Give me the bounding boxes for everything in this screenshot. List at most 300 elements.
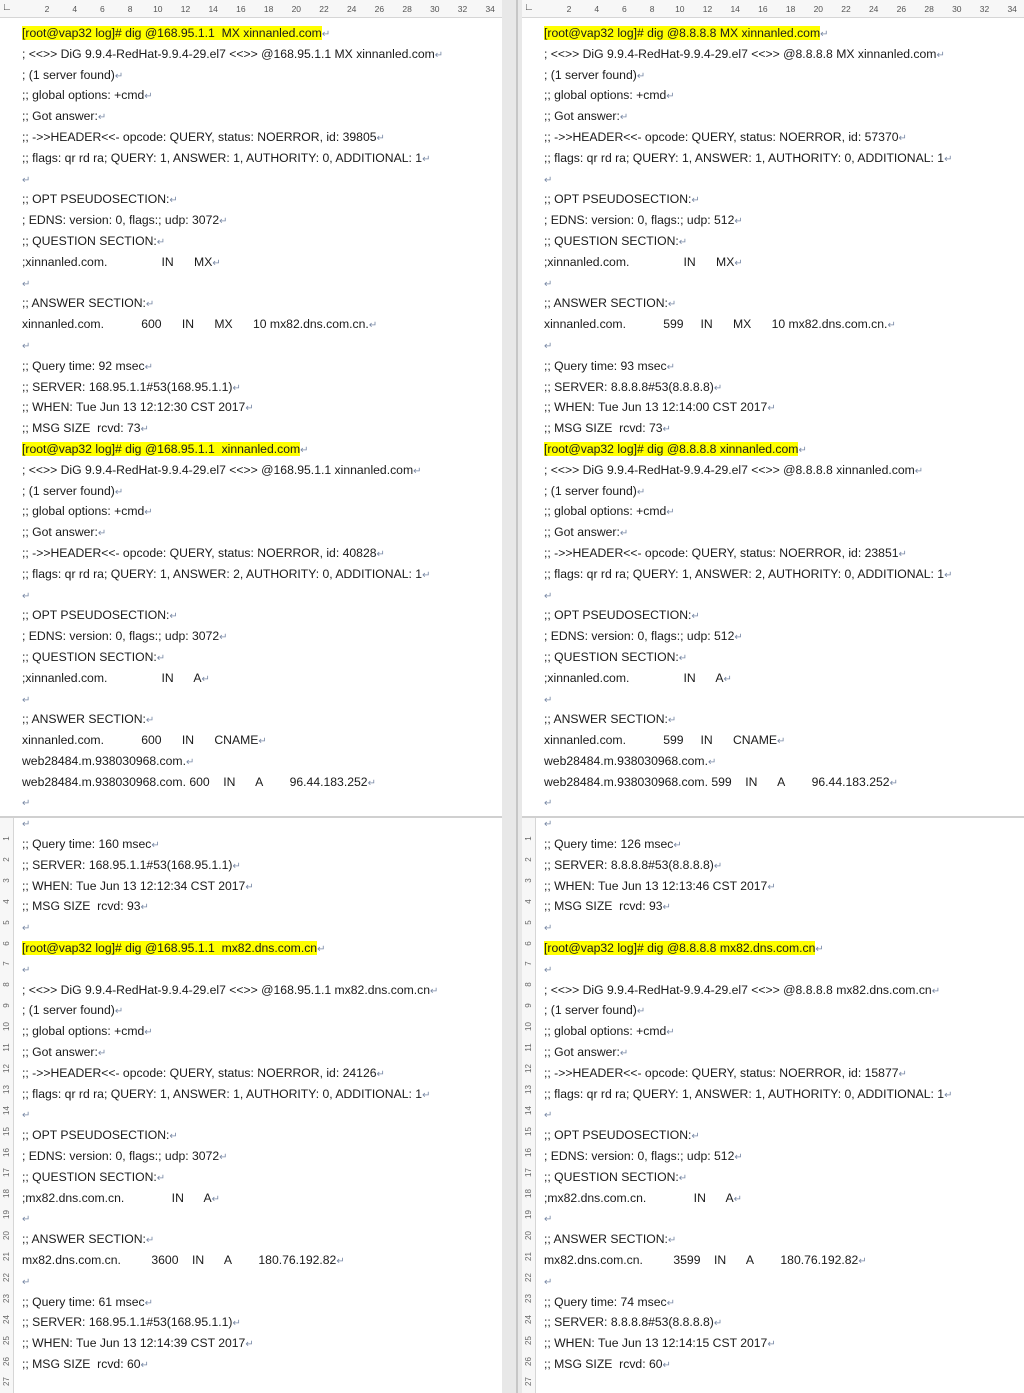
paragraph-mark-icon: ↵ [22,278,31,290]
paragraph-mark-icon: ↵ [413,465,422,477]
horizontal-ruler-left[interactable] [0,0,502,18]
paragraph-mark-icon: ↵ [140,902,149,914]
line-text: [root@vap32 log]# dig @8.8.8.8 xinnanled.com [544,441,799,456]
paragraph-mark-icon: ↵ [144,91,153,103]
paragraph-mark-icon: ↵ [376,1068,385,1080]
output-line [22,1333,498,1354]
line-text: ;; Query time: 92 msec [22,358,145,373]
output-line [22,231,498,252]
line-text: ;; SERVER: 8.8.8.8#53(8.8.8.8) [544,1315,714,1330]
output-line [22,1208,498,1229]
ruler-number: 30 [952,4,962,14]
ruler-number: 24 [2,1314,11,1324]
paragraph-mark-icon: ↵ [898,548,907,560]
line-text: ; EDNS: version: 0, flags:; udp: 512 [544,1149,735,1164]
output-line [544,709,1020,730]
paragraph-mark-icon: ↵ [898,132,907,144]
line-text: ; (1 server found) [22,483,115,498]
ruler-number: 23 [2,1293,11,1303]
output-line [544,1104,1020,1125]
paragraph-mark-icon: ↵ [734,632,743,644]
paragraph-mark-icon: ↵ [422,1089,431,1101]
line-text: web28484.m.938030968.com. [544,753,708,768]
line-text: ;xinnanled.com. IN MX [22,254,213,269]
paragraph-mark-icon: ↵ [723,673,732,685]
line-text: ;; WHEN: Tue Jun 13 12:12:34 CST 2017 [22,878,246,893]
ruler-number: 24 [524,1314,533,1324]
line-text: mx82.dns.com.cn. 3599 IN A 180.76.192.82 [544,1253,859,1268]
ruler-number: 12 [524,1063,533,1073]
command-line [544,938,1020,959]
line-text: ; <<>> DiG 9.9.4-RedHat-9.9.4-29.el7 <<>> @168.95.1.1 xinnanled.com [22,462,414,477]
paragraph-mark-icon: ↵ [767,1339,776,1351]
paragraph-mark-icon: ↵ [707,756,717,768]
line-text: ;; OPT PSEUDOSECTION: [544,608,692,623]
paragraph-mark-icon: ↵ [367,777,376,789]
command-line [544,23,1020,44]
output-line [22,85,498,106]
output-line [22,647,498,668]
output-line [22,626,498,647]
line-text: web28484.m.938030968.com. 599 IN A 96.44.183.252 [544,774,890,789]
paragraph-mark-icon: ↵ [219,632,228,644]
line-text: ;; global options: +cmd [544,1024,667,1039]
paragraph-mark-icon: ↵ [619,1048,629,1060]
ruler-number: 22 [2,1272,11,1282]
paragraph-mark-icon: ↵ [678,236,688,248]
line-text: ;; OPT PSEUDOSECTION: [544,192,692,207]
line-text: ;; SERVER: 168.95.1.1#53(168.95.1.1) [22,379,233,394]
output-line [544,564,1020,585]
paragraph-mark-icon: ↵ [734,1152,743,1164]
paragraph-mark-icon: ↵ [544,1214,553,1226]
paragraph-mark-icon: ↵ [336,1256,345,1268]
line-text: ;; global options: +cmd [22,1024,145,1039]
line-text: ;; ANSWER SECTION: [544,1232,668,1247]
paragraph-mark-icon: ↵ [673,840,682,852]
ruler-number: 26 [2,1356,11,1366]
output-line [544,356,1020,377]
output-line [22,605,498,626]
ruler-number: 27 [2,1377,11,1387]
output-line [544,460,1020,481]
paragraph-mark-icon: ↵ [169,611,178,623]
ruler-number: 17 [524,1168,533,1178]
output-line [544,273,1020,294]
line-text: ;; global options: +cmd [22,504,145,519]
output-line [544,189,1020,210]
command-line [22,439,498,460]
line-text: ; (1 server found) [22,67,115,82]
output-line [544,1000,1020,1021]
paragraph-mark-icon: ↵ [914,465,924,477]
ruler-number: 1 [2,836,11,841]
paragraph-mark-icon: ↵ [713,382,723,394]
output-line [22,1000,498,1021]
ruler-number: 11 [2,1043,11,1052]
horizontal-ruler-right[interactable] [522,0,1024,18]
ruler-number: 9 [524,1003,533,1008]
line-text: ;xinnanled.com. IN MX [544,254,735,269]
paragraph-mark-icon: ↵ [944,153,953,165]
line-text: ;; OPT PSEUDOSECTION: [544,1128,692,1143]
ruler-number: 21 [524,1252,533,1261]
output-line [544,792,1020,813]
ruler-number: 12 [180,4,191,14]
line-text: xinnanled.com. 600 IN CNAME [22,733,259,748]
paragraph-mark-icon: ↵ [798,444,807,456]
output-line [544,148,1020,169]
paragraph-mark-icon: ↵ [936,49,945,61]
paragraph-mark-icon: ↵ [185,756,195,768]
line-text: ;; Got answer: [544,109,620,124]
output-line [544,896,1020,917]
paragraph-mark-icon: ↵ [140,1360,149,1371]
paragraph-mark-icon: ↵ [858,1256,867,1268]
line-text: xinnanled.com. 599 IN MX 10 mx82.dns.com.cn. [544,317,888,332]
output-line [22,1042,498,1063]
line-text: ;; SERVER: 168.95.1.1#53(168.95.1.1) [22,857,233,872]
ruler-number: 20 [2,1231,11,1241]
output-line [22,314,498,335]
line-text: ;; QUESTION SECTION: [544,649,679,664]
output-line [544,1021,1020,1042]
output-line [22,397,498,418]
line-text: ;; OPT PSEUDOSECTION: [22,1128,170,1143]
ruler-number: 16 [758,4,768,14]
ruler-number: 28 [402,4,412,14]
ruler-number: 34 [485,4,495,14]
paragraph-mark-icon: ↵ [666,1297,675,1309]
line-text: ;; OPT PSEUDOSECTION: [22,608,170,623]
line-text: ;; OPT PSEUDOSECTION: [22,192,170,207]
output-line [544,252,1020,273]
paragraph-mark-icon: ↵ [144,1297,153,1309]
paragraph-mark-icon: ↵ [678,652,688,664]
output-line [22,1188,498,1209]
output-line [22,481,498,502]
paragraph-mark-icon: ↵ [169,195,178,207]
ruler-number: 27 [524,1377,533,1387]
output-line [22,1167,498,1188]
ruler-number: 5 [524,919,533,925]
line-text: ;; MSG SIZE rcvd: 73 [544,421,663,436]
output-line [544,231,1020,252]
paragraph-mark-icon: ↵ [114,486,124,498]
paragraph-mark-icon: ↵ [245,403,254,415]
ruler-number: 6 [100,4,105,14]
paragraph-mark-icon: ↵ [636,486,646,498]
output-line [544,626,1020,647]
line-text: ;; ->>HEADER<<- opcode: QUERY, status: NOERROR, id: 24126 [22,1065,377,1080]
paragraph-mark-icon: ↵ [898,1068,907,1080]
ruler-number: 12 [702,4,713,14]
output-line [22,855,498,876]
output-line [544,1084,1020,1105]
ruler-number: 10 [153,4,163,14]
paragraph-mark-icon: ↵ [140,424,149,436]
paragraph-mark-icon: ↵ [544,174,553,186]
line-text: xinnanled.com. 600 IN MX 10 mx82.dns.com.cn. [22,317,369,332]
ruler-number: 4 [2,898,11,904]
paragraph-mark-icon: ↵ [201,673,210,685]
ruler-number: 17 [2,1168,11,1178]
output-line [544,1167,1020,1188]
document-pane-left[interactable] [0,0,502,1393]
ruler-number: 16 [2,1147,11,1157]
output-line [544,543,1020,564]
line-text: ;; WHEN: Tue Jun 13 12:14:15 CST 2017 [544,1336,768,1351]
output-line [544,876,1020,897]
output-line [544,1146,1020,1167]
line-text: ;; WHEN: Tue Jun 13 12:12:30 CST 2017 [22,400,246,415]
paragraph-mark-icon: ↵ [300,444,309,456]
tab-stop-selector-icon[interactable]: ∟ [524,2,534,13]
paragraph-mark-icon: ↵ [544,694,553,706]
paragraph-mark-icon: ↵ [767,881,776,893]
line-text: ;; ->>HEADER<<- opcode: QUERY, status: NOERROR, id: 39805 [22,129,377,144]
paragraph-mark-icon: ↵ [619,112,629,124]
paragraph-mark-icon: ↵ [636,70,646,82]
ruler-number: 1 [524,836,533,841]
output-line [544,106,1020,127]
ruler-number: 3 [524,878,533,883]
output-line [22,356,498,377]
paragraph-mark-icon: ↵ [619,528,629,540]
split-view-divider[interactable] [502,0,522,1393]
paragraph-mark-icon: ↵ [767,403,776,415]
output-line [22,169,498,190]
output-line [544,605,1020,626]
line-text: ;; QUESTION SECTION: [22,1169,157,1184]
output-line [544,1333,1020,1354]
output-line [22,792,498,813]
ruler-number: 13 [2,1084,11,1094]
paragraph-mark-icon: ↵ [232,382,241,394]
paragraph-mark-icon: ↵ [22,174,31,186]
paragraph-mark-icon: ↵ [544,340,553,352]
line-text: ;; global options: +cmd [544,88,667,103]
paragraph-mark-icon: ↵ [97,1048,107,1060]
line-text: ;; SERVER: 168.95.1.1#53(168.95.1.1) [22,1315,233,1330]
line-text: ;; WHEN: Tue Jun 13 12:14:00 CST 2017 [544,400,768,415]
output-line [544,377,1020,398]
output-line [544,1063,1020,1084]
output-line [544,44,1020,65]
ruler-number: 18 [524,1189,533,1199]
ruler-number: 6 [622,4,627,14]
output-line [22,148,498,169]
output-line [544,481,1020,502]
output-line [544,813,1020,834]
ruler-number: 18 [785,4,796,14]
paragraph-mark-icon: ↵ [666,1027,675,1039]
output-line [22,1063,498,1084]
ruler-number: 6 [2,940,11,946]
line-text: ;; ->>HEADER<<- opcode: QUERY, status: NOERROR, id: 57370 [544,129,899,144]
line-text: ;; flags: qr rd ra; QUERY: 1, ANSWER: 1, AUTHORITY: 0, ADDITIONAL: 1 [22,1086,423,1101]
line-text: ; EDNS: version: 0, flags:; udp: 3072 [22,1149,220,1164]
ruler-number: 6 [524,940,533,946]
ruler-number: 4 [594,4,600,14]
output-line [22,896,498,917]
output-line [22,543,498,564]
paragraph-mark-icon: ↵ [258,736,267,748]
ruler-number: 28 [924,4,934,14]
output-line [544,501,1020,522]
paragraph-mark-icon: ↵ [678,1172,688,1184]
paragraph-mark-icon: ↵ [944,569,953,581]
output-line [544,1125,1020,1146]
line-text: ;; QUESTION SECTION: [544,233,679,248]
output-line [544,772,1020,793]
line-text: ; EDNS: version: 0, flags:; udp: 3072 [22,213,220,228]
paragraph-mark-icon: ↵ [22,923,31,935]
output-line [544,834,1020,855]
ruler-number: 26 [374,4,385,14]
document-pane-right[interactable] [522,0,1024,1393]
paragraph-mark-icon: ↵ [22,590,31,602]
output-line [22,252,498,273]
paragraph-mark-icon: ↵ [145,299,155,311]
output-line [544,1042,1020,1063]
ruler-number: 7 [524,961,533,967]
ruler-number: 25 [524,1335,533,1345]
ruler-number: 26 [896,4,907,14]
divider-line [516,0,518,1393]
output-line [544,85,1020,106]
line-text: ; (1 server found) [544,483,637,498]
line-text: ; EDNS: version: 0, flags:; udp: 3072 [22,629,220,644]
output-line [22,377,498,398]
ruler-number: 34 [1007,4,1017,14]
paragraph-mark-icon: ↵ [544,819,553,831]
ruler-number: 3 [2,878,11,883]
line-text: ;; MSG SIZE rcvd: 60 [544,1357,663,1371]
paragraph-mark-icon: ↵ [667,1235,677,1247]
paragraph-mark-icon: ↵ [368,320,378,332]
line-text: ;; QUESTION SECTION: [544,1169,679,1184]
line-text: ;; Got answer: [22,1045,98,1060]
output-line [544,397,1020,418]
document-text-left[interactable] [22,23,498,1375]
ruler-number: 22 [319,4,329,14]
command-line [22,938,498,959]
tab-stop-selector-icon[interactable]: ∟ [2,2,12,13]
output-line [544,1271,1020,1292]
output-line [544,647,1020,668]
paragraph-mark-icon: ↵ [733,1193,743,1205]
line-text: ;mx82.dns.com.cn. IN A [544,1190,734,1205]
line-text: xinnanled.com. 599 IN CNAME [544,733,778,748]
output-line [22,751,498,772]
ruler-number: 14 [208,4,218,14]
line-text: ;; Query time: 126 msec [544,837,674,852]
output-line [544,522,1020,543]
document-text-right[interactable] [544,23,1020,1375]
line-text: ;; SERVER: 8.8.8.8#53(8.8.8.8) [544,379,714,394]
line-text: ;; Got answer: [22,109,98,124]
line-text: ; <<>> DiG 9.9.4-RedHat-9.9.4-29.el7 <<>> @168.95.1.1 mx82.dns.com.cn [22,982,431,997]
line-text: ; <<>> DiG 9.9.4-RedHat-9.9.4-29.el7 <<>> @168.95.1.1 MX xinnanled.com [22,46,435,61]
ruler-number: 2 [524,857,533,862]
paragraph-mark-icon: ↵ [114,70,124,82]
line-text: ;; Query time: 160 msec [22,837,152,852]
paragraph-mark-icon: ↵ [144,507,153,519]
output-line [22,876,498,897]
output-line [22,813,498,834]
output-line [544,65,1020,86]
line-text: ; (1 server found) [544,1003,637,1018]
output-line [22,668,498,689]
line-text: ;; QUESTION SECTION: [22,233,157,248]
line-text: ;; Query time: 74 msec [544,1294,667,1309]
ruler-number: 15 [2,1126,11,1136]
ruler-number: 24 [346,4,357,14]
paragraph-mark-icon: ↵ [156,652,166,664]
output-line [22,959,498,980]
output-line [22,1125,498,1146]
line-text: ;; ->>HEADER<<- opcode: QUERY, status: NOERROR, id: 40828 [22,545,377,560]
ruler-number: 5 [2,919,11,925]
ruler-number: 14 [2,1105,11,1115]
line-text: ;; flags: qr rd ra; QUERY: 1, ANSWER: 1, AUTHORITY: 0, ADDITIONAL: 1 [22,150,423,165]
line-text: web28484.m.938030968.com. [22,753,186,768]
paragraph-mark-icon: ↵ [321,29,331,40]
line-text: ; <<>> DiG 9.9.4-RedHat-9.9.4-29.el7 <<>> @8.8.8.8 xinnanled.com [544,462,915,477]
ruler-number: 14 [524,1105,533,1115]
output-line [22,1146,498,1167]
line-text: ;; ANSWER SECTION: [544,296,668,311]
paragraph-mark-icon: ↵ [815,944,824,956]
ruler-number: 13 [524,1084,533,1094]
output-line [544,1250,1020,1271]
output-line [544,668,1020,689]
line-text: mx82.dns.com.cn. 3600 IN A 180.76.192.82 [22,1253,337,1268]
line-text: ;; Got answer: [544,525,620,540]
line-text: ;; ->>HEADER<<- opcode: QUERY, status: NOERROR, id: 23851 [544,545,899,560]
output-line [22,1104,498,1125]
paragraph-mark-icon: ↵ [219,1152,228,1164]
ruler-number: 24 [868,4,879,14]
ruler-number: 7 [2,961,11,967]
output-line [22,1354,498,1375]
ruler-number: 25 [2,1335,11,1345]
output-line [544,314,1020,335]
line-text: [root@vap32 log]# dig @8.8.8.8 mx82.dns.com.cn [544,941,816,956]
output-line [22,127,498,148]
paragraph-mark-icon: ↵ [169,1131,178,1143]
vertical-ruler-right [522,818,536,1393]
output-line [22,564,498,585]
ruler-number: 23 [524,1293,533,1303]
ruler-number: 19 [2,1210,11,1220]
ruler-number: 8 [649,4,655,14]
line-text: ;; ANSWER SECTION: [22,296,146,311]
ruler-number: 18 [263,4,274,14]
output-line [22,1084,498,1105]
ruler-number: 19 [524,1210,533,1220]
line-text: [root@vap32 log]# dig @168.95.1.1 MX xinnanled.com [22,26,322,40]
line-text: [root@vap32 log]# dig @168.95.1.1 xinnanled.com [22,441,301,456]
line-text: ;; ANSWER SECTION: [22,1232,146,1247]
paragraph-mark-icon: ↵ [544,278,553,290]
output-line [22,1312,498,1333]
line-text: ;; Got answer: [544,1045,620,1060]
paragraph-mark-icon: ↵ [734,257,743,269]
output-line [544,917,1020,938]
paragraph-mark-icon: ↵ [245,881,254,893]
